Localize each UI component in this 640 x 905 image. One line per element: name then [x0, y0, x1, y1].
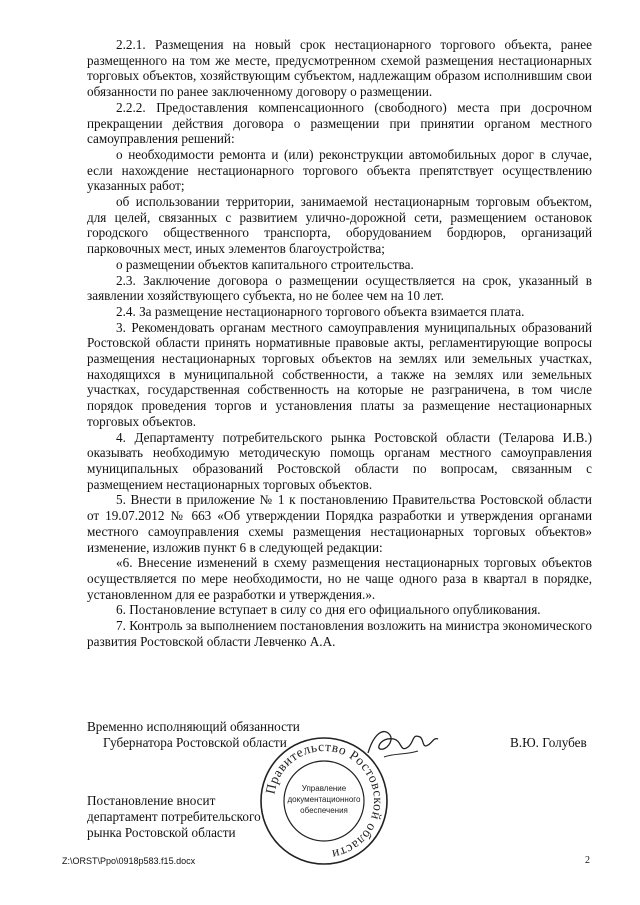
paragraph-territory: об использовании территории, занимаемой нестационарным торговым объектом, для целей, связанных с развитием улично-дорожной сети, размещением остановок городского общественного транспорта, оборудованием бордюров, организаций парковочных мест, иных элементов благоустройства;: [87, 194, 592, 257]
signatory-name: В.Ю. Голубев: [510, 735, 587, 750]
svg-text:документационного: документационного: [287, 795, 361, 804]
svg-text:Правительство Ростовской облас: Правительство Ростовской области: [262, 738, 387, 863]
note-line: Постановление вносит: [87, 793, 216, 808]
paragraph-3: 3. Рекомендовать органам местного самоуправления муниципальных образований Ростовской области принять нормативные правовые акты, регламентирующие вопросы размещения нестационарных торговых объектов на землях или земельных участках, находящихся в муниципальной собственности, а также на землях или земельных участках, государственная собственность на которые не разграничена, в том числе порядок проведения торгов и установления платы за размещение нестационарных торговых объектов.: [87, 319, 592, 429]
paragraph-5-quote: «6. Внесение изменений в схему размещения нестационарных торговых объектов осуществляется по мере необходимости, но не чаще одного раза в квартал в порядке, установленном для ее разработки и утверждения.».: [87, 555, 592, 602]
note-line: рынка Ростовской области: [87, 825, 236, 840]
paragraph-2-3: 2.3. Заключение договора о размещении осуществляется на срок, указанный в заявлении хозяйствующего субъекта, но не более чем на 10 лет.: [87, 272, 592, 304]
svg-text:Управление: Управление: [301, 784, 347, 793]
svg-text:обеспечения: обеспечения: [300, 806, 348, 815]
note-line: департамент потребительского: [87, 809, 261, 824]
handwritten-signature: [364, 723, 442, 763]
paragraph-capital-construction: о размещении объектов капитального строительства.: [116, 256, 414, 272]
paragraph-2-2-1: 2.2.1. Размещения на новый срок нестационарного торгового объекта, ранее размещенного на том же месте, предусмотренном схемой размещения нестационарных торговых объектов, хозяйствующим субъектом, надлежащим образом исполнившим свои обязанности по ранее заключенному договору о размещении.: [87, 37, 592, 100]
paragraph-roads: о необходимости ремонта и (или) реконструкции автомобильных дорог в случае, если нахождение нестационарного торгового объекта препятствует осуществлению указанных работ;: [87, 146, 592, 194]
document-body: [87, 37, 592, 649]
page-number: 2: [585, 855, 590, 866]
paragraph-5: 5. Внести в приложение № 1 к постановлению Правительства Ростовской области от 19.07.2012 № 663 «Об утверждении Порядка разработки и утверждения органами местного самоуправления схемы размещения нестационарных торговых объектов» изменение, изложив пункт 6 в следующей редакции:: [87, 492, 592, 555]
signatory-title-line1: Временно исполняющий обязанности: [87, 719, 300, 734]
paragraph-2-2-2: 2.2.2. Предоставления компенсационного (свободного) места при досрочном прекращении действия договора о размещении при принятии органом местного самоуправления решений:: [87, 99, 592, 147]
signatory-title-line2: Губернатора Ростовской области: [103, 735, 287, 750]
paragraph-2-4: 2.4. За размещение нестационарного торгового объекта взимается плата.: [116, 303, 525, 319]
paragraph-4: 4. Департаменту потребительского рынка Ростовской области (Теларова И.В.) оказывать необходимую методическую помощь органам местного самоуправления муниципальных образований Ростовской области по вопросам, связанным с размещением нестационарных торговых объектов.: [87, 429, 592, 492]
submitted-by-note: [87, 793, 261, 841]
footer-file-path: Z:\ORST\Ppo\0918p583.f15.docx: [62, 856, 196, 866]
paragraph-7: 7. Контроль за выполнением постановления возложить на министра экономического развития Ростовской области Левченко А.А.: [87, 618, 592, 649]
paragraph-6: 6. Постановление вступает в силу со дня его официального опубликования.: [116, 602, 541, 618]
